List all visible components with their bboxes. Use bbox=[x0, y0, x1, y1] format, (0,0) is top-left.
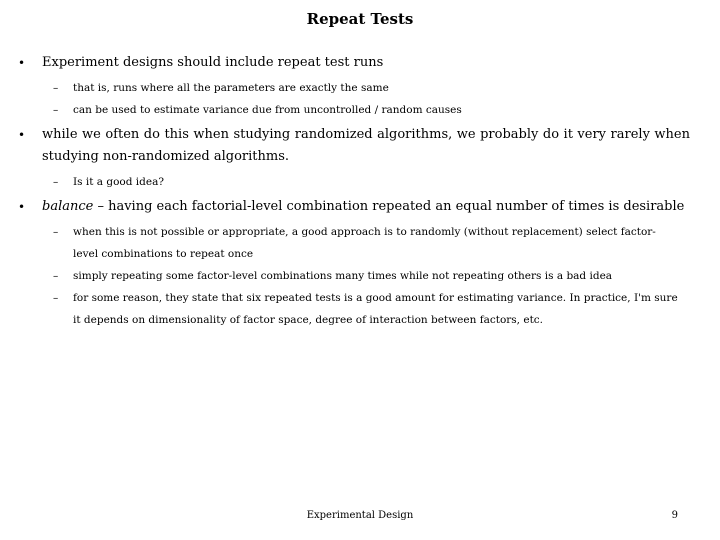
sub-bullet-text: can be used to estimate variance due from uncontrolled / random causes bbox=[73, 104, 462, 116]
dash-icon: – bbox=[53, 176, 59, 188]
bullet-item bbox=[0, 196, 720, 218]
slide-title: Repeat Tests bbox=[306, 10, 414, 28]
sub-bullet-text: for some reason, they state that six repeated tests is a good amount for estimating variance. In practice, I'm sure it depends on dimensionality of factor space, degree of interaction between factors, etc. bbox=[73, 292, 678, 326]
sub-bullet-item bbox=[0, 287, 720, 331]
bullet-icon: • bbox=[18, 56, 26, 70]
sub-bullet-item bbox=[0, 171, 720, 193]
sub-bullet-text: that is, runs where all the parameters are exactly the same bbox=[73, 82, 389, 94]
bullet-item bbox=[0, 52, 720, 74]
page-number: 9 bbox=[671, 510, 678, 521]
bullet-text: Experiment designs should include repeat test runs bbox=[42, 55, 384, 70]
dash-icon: – bbox=[53, 104, 59, 116]
sub-bullet-text: simply repeating some factor-level combinations many times while not repeating others is a bad idea bbox=[73, 270, 613, 282]
bullet-text: while we often do this when studying randomized algorithms, we probably do it very rarely when studying non-randomized algorithms. bbox=[42, 127, 690, 164]
sub-bullet-item bbox=[0, 265, 720, 287]
bullet-icon: • bbox=[18, 128, 26, 142]
bullet-emphasis: balance bbox=[42, 199, 94, 214]
bullet-icon: • bbox=[18, 200, 26, 214]
sub-bullet-item bbox=[0, 99, 720, 121]
sub-bullet-text: Is it a good idea? bbox=[73, 176, 164, 188]
bullet-list bbox=[0, 52, 720, 331]
dash-icon: – bbox=[53, 82, 59, 94]
sub-bullet-item bbox=[0, 77, 720, 99]
dash-icon: – bbox=[53, 226, 59, 238]
bullet-item bbox=[0, 124, 720, 168]
dash-icon: – bbox=[53, 292, 59, 304]
sub-bullet-text: when this is not possible or appropriate, a good approach is to randomly (without replacement) select factor-level combinations to repeat once bbox=[73, 226, 656, 260]
footer-title: Experimental Design bbox=[306, 510, 414, 521]
dash-icon: – bbox=[53, 270, 59, 282]
sub-bullet-item bbox=[0, 221, 720, 265]
bullet-text: – having each factorial-level combination repeated an equal number of times is desirable bbox=[93, 199, 685, 214]
